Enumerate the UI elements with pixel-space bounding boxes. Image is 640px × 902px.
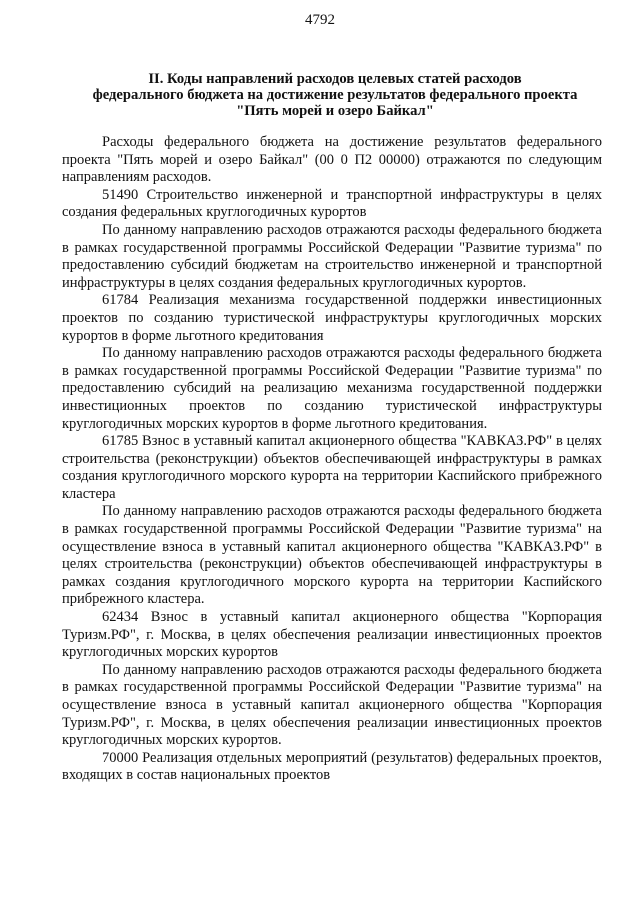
expense-code-title: 61785 Взнос в уставный капитал акционерного общества "КАВКАЗ.РФ" в целях строительства (реконструкции) объектов обеспечивающей инфраструктуры в рамках создания круглогодичного морского курорта на территории Каспийского прибрежного кластера	[62, 433, 602, 502]
expense-code-title: 51490 Строительство инженерной и транспортной инфраструктуры в целях создания федеральных круглогодичных курортов	[62, 186, 602, 221]
section-heading-line: II. Коды направлений расходов целевых статей расходов	[148, 71, 522, 87]
expense-code-description: По данному направлению расходов отражаются расходы федерального бюджета в рамках государственной программы Российской Федерации "Развитие туризма" по предоставлению субсидий на реализацию механизма государственной поддержки инвестиционных проектов по созданию туристической инфраструктуры круглогодичных морских курортов в форме льготного кредитования.	[62, 345, 602, 432]
document-body	[62, 134, 602, 785]
intro-paragraph: Расходы федерального бюджета на достижение результатов федерального проекта "Пять морей и озеро Байкал" (00 0 П2 00000) отражаются по следующим направлениям расходов.	[62, 134, 602, 186]
expense-code-description: По данному направлению расходов отражаются расходы федерального бюджета в рамках государственной программы Российской Федерации "Развитие туризма" на осуществление взноса в уставный капитал акционерного общества "Корпорация Туризм.РФ", г. Москва, в целях обеспечения реализации инвестиционных проектов круглогодичных морских курортов.	[62, 661, 602, 749]
page-number: 4792	[305, 12, 335, 28]
section-heading	[70, 71, 600, 119]
expense-code-description: По данному направлению расходов отражаются расходы федерального бюджета в рамках государственной программы Российской Федерации "Развитие туризма" на осуществление взноса в уставный капитал акционерного общества "КАВКАЗ.РФ" в целях строительства (реконструкции) объектов обеспечивающей инфраструктуры в рамках создания круглогодичного морского курорта на территории Каспийского прибрежного кластера.	[62, 503, 602, 608]
section-heading-line: "Пять морей и озеро Байкал"	[236, 103, 434, 119]
section-heading-line: федерального бюджета на достижение результатов федерального проекта	[92, 87, 578, 103]
expense-code-title: 70000 Реализация отдельных мероприятий (результатов) федеральных проектов, входящих в состав национальных проектов	[62, 749, 602, 784]
expense-code-title: 61784 Реализация механизма государственной поддержки инвестиционных проектов по созданию туристической инфраструктуры круглогодичных морских курортов в форме льготного кредитования	[62, 292, 602, 344]
expense-code-title: 62434 Взнос в уставный капитал акционерного общества "Корпорация Туризм.РФ", г. Москва, в целях обеспечения реализации инвестиционных проектов круглогодичных морских курортов	[62, 609, 602, 661]
expense-code-description: По данному направлению расходов отражаются расходы федерального бюджета в рамках государственной программы Российской Федерации "Развитие туризма" по предоставлению субсидий бюджетам на строительство инженерной и транспортной инфраструктуры в целях создания федеральных круглогодичных курортов.	[62, 221, 602, 291]
